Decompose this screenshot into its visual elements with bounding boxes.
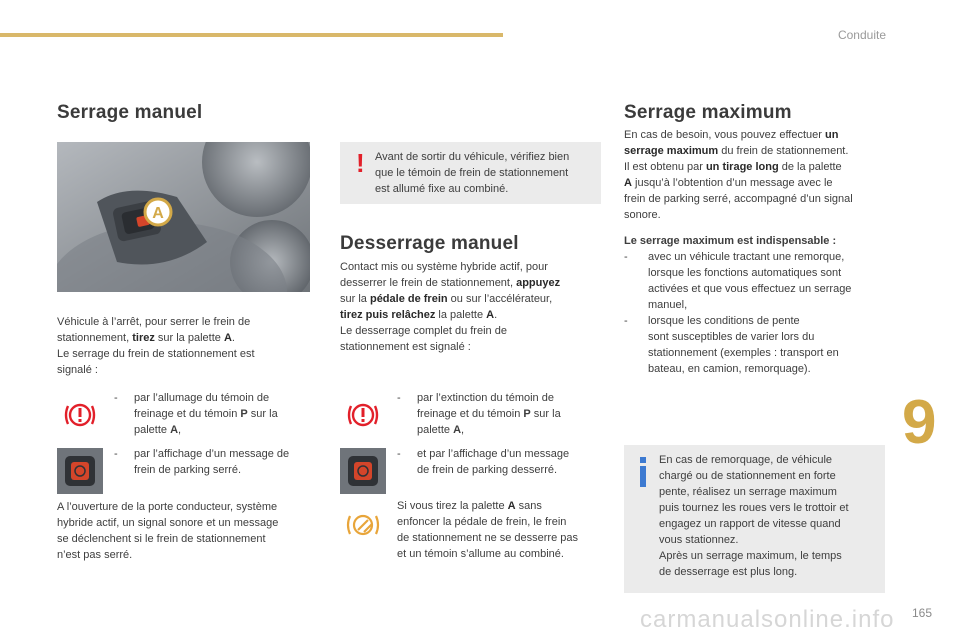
text-span: stationnement, — [57, 332, 133, 344]
bold-span: A — [223, 332, 232, 344]
info-box — [624, 445, 885, 593]
middle-intro-line — [340, 259, 605, 275]
bullet-text — [134, 390, 278, 438]
text-span: , — [461, 424, 465, 436]
title-serrage-maximum: Serrage maximum — [624, 102, 792, 123]
text-span: sans — [515, 500, 542, 512]
right-intro-line — [624, 175, 889, 191]
brake-warning-icon — [346, 398, 380, 432]
bold-span: un tirage long — [705, 161, 779, 173]
text-span: sur la palette — [154, 332, 224, 344]
text-span: jusqu’à l’obtention d’un message avec le — [631, 177, 833, 189]
text-span: freinage et du témoin — [417, 408, 524, 420]
middle-intro-line — [340, 291, 605, 307]
bullet-line — [134, 422, 278, 438]
info-line: pente, réalisez un serrage maximum — [659, 486, 837, 498]
text-span: sur la — [340, 293, 370, 305]
middle-intro-line — [340, 323, 605, 339]
bold-span: P — [240, 408, 248, 420]
text-span: frein de parking serré, accompagné d’un signal — [624, 193, 853, 205]
bold-span: A — [507, 500, 516, 512]
left-intro-line: Le serrage du frein de stationnement est — [57, 348, 255, 360]
bullet-text — [134, 446, 289, 478]
parking-brake-switch-icon — [340, 448, 386, 494]
watermark: carmanualsonline.info — [640, 606, 895, 633]
title-serrage-manuel: Serrage manuel — [57, 102, 203, 123]
middle-note-line — [397, 530, 607, 546]
right-intro-line — [624, 159, 889, 175]
text-span: En cas de besoin, vous pouvez effectuer — [624, 129, 825, 141]
chapter-number: 9 — [902, 388, 937, 457]
bullet-line: et par l’affichage d’un message — [417, 448, 570, 460]
info-text — [659, 452, 881, 580]
warning-text — [375, 149, 597, 197]
bullet-dash: - — [624, 315, 628, 327]
info-line: puis tournez les roues vers le trottoir et — [659, 502, 849, 514]
bullet-dash: - — [624, 251, 628, 263]
right-intro-paragraph — [624, 127, 889, 223]
left-outro-line: hybride actif, un signal sonore et un message — [57, 517, 279, 529]
right-intro-line — [624, 127, 889, 143]
bullet-line — [134, 406, 278, 422]
info-line: vous stationnez. — [659, 534, 739, 546]
text-span: palette — [417, 424, 454, 436]
text-span: . — [231, 332, 235, 344]
info-line: chargé ou de stationnement en forte — [659, 470, 836, 482]
middle-intro-line — [340, 275, 605, 291]
page-number: 165 — [912, 606, 933, 620]
right-subtitle: Le serrage maximum est indispensable : — [624, 235, 837, 247]
text-span: sur la — [247, 408, 278, 420]
warning-line: est allumé fixe au combiné. — [375, 183, 509, 195]
text-span: Si vous tirez la palette — [397, 500, 508, 512]
left-intro-paragraph — [57, 314, 317, 378]
right-intro-line — [624, 143, 889, 159]
right-intro-line — [624, 207, 889, 223]
text-span: sur la — [530, 408, 561, 420]
left-intro-line: Véhicule à l’arrêt, pour serrer le frein de — [57, 316, 251, 328]
bold-span: A — [624, 177, 632, 189]
bullet-text — [417, 390, 561, 438]
bold-span: un — [824, 129, 839, 141]
bullet-line: manuel, — [648, 299, 688, 311]
info-line: Après un serrage maximum, le temps — [659, 550, 842, 562]
left-outro-paragraph — [57, 499, 317, 563]
brake-warning-icon — [63, 398, 97, 432]
right-intro-line — [624, 191, 889, 207]
title-desserrage-manuel: Desserrage manuel — [340, 233, 519, 254]
text-span: , — [178, 424, 182, 436]
bullet-line: sont susceptibles de varier lors du — [648, 331, 815, 343]
bullet-line: par l’allumage du témoin de — [134, 392, 270, 404]
section-label: Conduite — [837, 28, 886, 42]
info-line: engagez un rapport de vitesse quand — [659, 518, 841, 530]
info-line: de desserrage est plus long. — [659, 566, 798, 578]
photo-label-a: A — [152, 205, 164, 222]
text-span: et un témoin s’allume au combiné. — [397, 548, 564, 560]
info-icon — [640, 457, 646, 487]
exclamation-icon: ! — [356, 148, 365, 178]
bullet-line — [417, 422, 561, 438]
text-span: la palette — [435, 309, 487, 321]
middle-note-line — [397, 514, 607, 530]
bold-span: A — [486, 309, 495, 321]
text-span: Il est obtenu par — [624, 161, 706, 173]
bullet-text — [417, 446, 569, 478]
left-intro-line — [57, 330, 317, 346]
bold-span: P — [523, 408, 531, 420]
warning-box — [340, 142, 601, 204]
bullet-dash: - — [397, 392, 401, 404]
bullet-line: avec un véhicule tractant une remorque, — [648, 251, 845, 263]
bullet-line: par l’extinction du témoin de — [417, 392, 554, 404]
bullet-dash: - — [114, 392, 118, 404]
bold-span: pédale de frein — [369, 293, 448, 305]
text-span: palette — [134, 424, 171, 436]
text-span: ou sur l’accélérateur, — [447, 293, 553, 305]
bullet-dash: - — [397, 448, 401, 460]
text-span: du frein de stationnement. — [718, 145, 849, 157]
left-outro-line: A l’ouverture de la porte conducteur, système — [57, 501, 278, 513]
text-span: desserrer le frein de stationnement, — [340, 277, 517, 289]
middle-intro-paragraph — [340, 259, 605, 355]
bullet-line: de frein de parking desserré. — [417, 464, 558, 476]
text-span: de la palette — [778, 161, 842, 173]
brake-pedal-warning-icon — [344, 508, 382, 542]
header-accent-bar — [0, 33, 503, 37]
bullet-line: frein de parking serré. — [134, 464, 241, 476]
bullet-line — [417, 406, 561, 422]
middle-note-paragraph — [397, 498, 607, 562]
bullet-line: bateau, en camion, remorquage). — [648, 363, 811, 375]
bold-span: A — [170, 424, 179, 436]
middle-intro-line — [340, 339, 605, 355]
bold-span: A — [453, 424, 462, 436]
bold-span: serrage maximum — [624, 145, 719, 157]
bold-span: tirez puis relâchez — [340, 309, 436, 321]
middle-intro-line — [340, 307, 605, 323]
bullet-text — [648, 249, 851, 313]
text-span: sonore. — [624, 209, 661, 221]
text-span: freinage et du témoin — [134, 408, 241, 420]
left-outro-line: n’est pas serré. — [57, 549, 133, 561]
text-span: . — [494, 309, 498, 321]
parking-brake-photo — [57, 142, 310, 292]
warning-line: Avant de sortir du véhicule, vérifiez bien — [375, 151, 570, 163]
bold-span: tirez — [132, 332, 155, 344]
bullet-line: activées et que vous effectuez un serrage — [648, 283, 852, 295]
text-span: Le desserrage complet du frein de — [340, 325, 507, 337]
bullet-text — [648, 313, 839, 377]
text-span: enfoncer la pédale de frein, le frein — [397, 516, 567, 528]
middle-note-line — [397, 546, 607, 562]
parking-brake-switch-icon — [57, 448, 103, 494]
bullet-dash: - — [114, 448, 118, 460]
text-span: de stationnement ne se desserre pas — [397, 532, 579, 544]
bullet-line: stationnement (exemples : transport en — [648, 347, 839, 359]
bullet-line: par l’affichage d’un message de — [134, 448, 290, 460]
bold-span: appuyez — [516, 277, 561, 289]
text-span: Contact mis ou système hybride actif, pour — [340, 261, 548, 273]
middle-note-line — [397, 498, 607, 514]
left-outro-line: se déclenchent si le frein de stationnement — [57, 533, 266, 545]
parking-brake-switch-illustration — [57, 142, 310, 292]
bullet-line: lorsque les fonctions automatiques sont — [648, 267, 842, 279]
left-intro-line: signalé : — [57, 364, 98, 376]
bullet-line: lorsque les conditions de pente — [648, 315, 800, 327]
text-span: stationnement est signalé : — [340, 341, 471, 353]
info-line: En cas de remorquage, de véhicule — [659, 454, 833, 466]
warning-line: que le témoin de frein de stationnement — [375, 167, 569, 179]
